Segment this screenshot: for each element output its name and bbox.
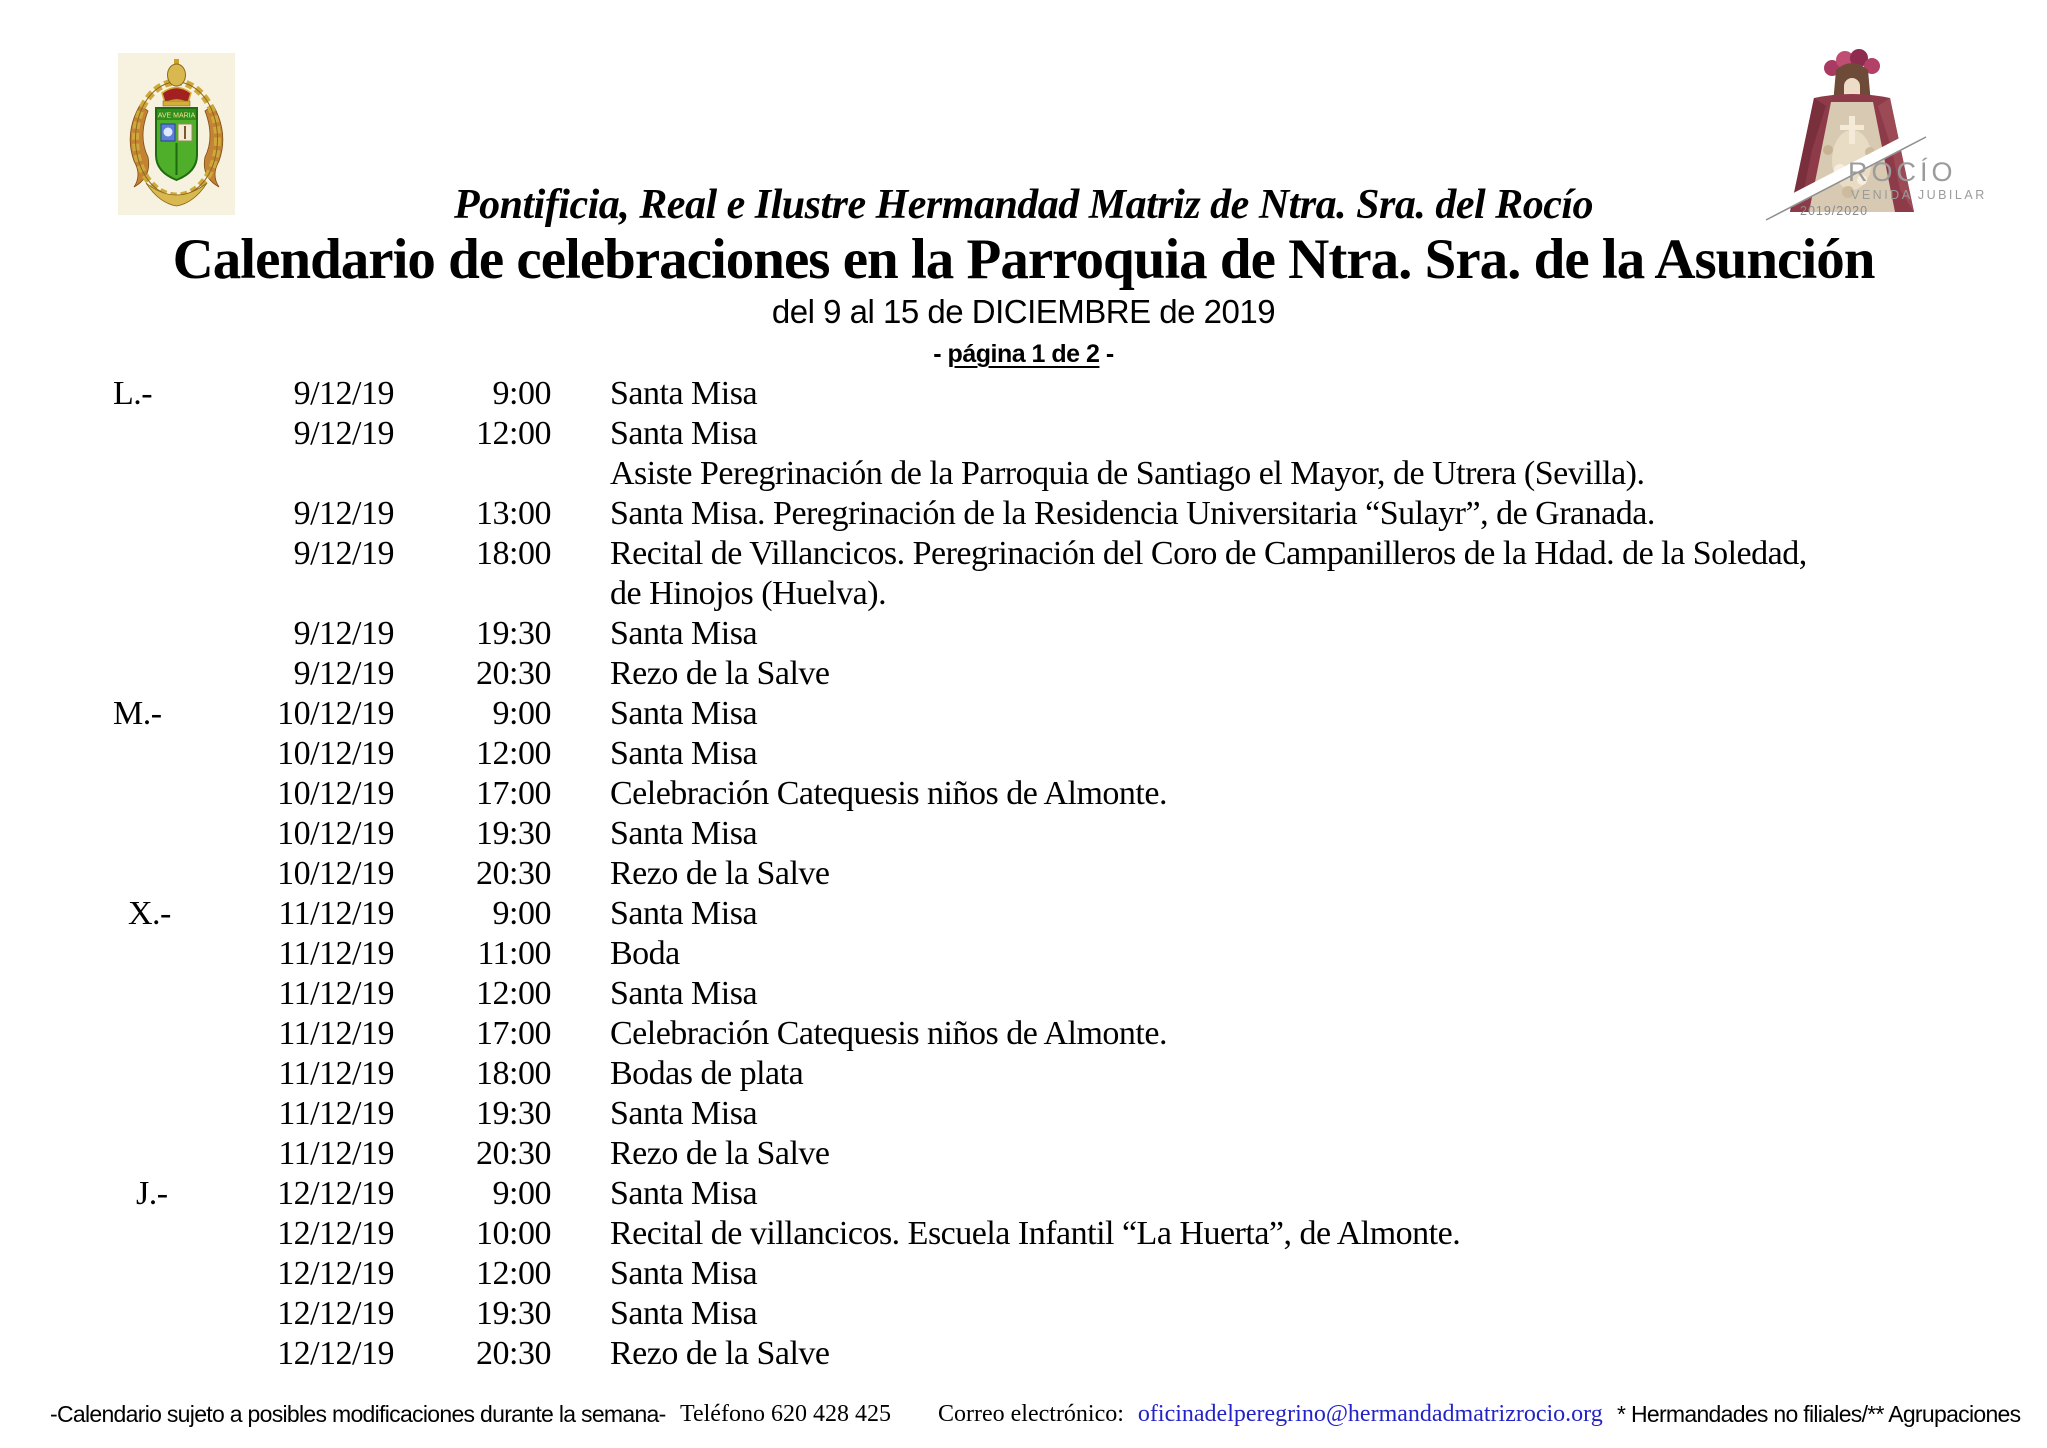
table-row — [0, 374, 2047, 414]
table-row — [0, 414, 2047, 454]
date-cell: 11/12/19 — [278, 1095, 394, 1132]
rocio-wordmark: ROCÍO — [1848, 157, 1957, 187]
table-row — [0, 1094, 2047, 1134]
header — [0, 0, 2047, 374]
date-cell: 11/12/19 — [278, 1015, 394, 1052]
time-cell: 20:30 — [476, 655, 551, 692]
table-row — [0, 534, 2047, 574]
crest-crown — [162, 88, 191, 104]
time-cell: 20:30 — [476, 855, 551, 892]
page-indicator — [0, 334, 2047, 374]
table-row — [0, 1294, 2047, 1334]
date-cell: 12/12/19 — [277, 1255, 394, 1292]
footer-note: -Calendario sujeto a posibles modificaciones durante la semana- — [50, 1401, 666, 1427]
table-row — [0, 774, 2047, 814]
time-cell: 20:30 — [476, 1335, 551, 1372]
day-cell: M.- — [113, 695, 162, 732]
day-cell — [0, 414, 200, 454]
table-row — [0, 694, 2047, 734]
day-cell — [0, 574, 200, 614]
date-cell: 10/12/19 — [277, 775, 394, 812]
time-cell: 19:30 — [476, 615, 551, 652]
event-cell: Santa Misa — [610, 895, 758, 932]
footer-email-link[interactable]: oficinadelperegrino@hermandadmatrizrocio.org — [1137, 1401, 1603, 1427]
page-title: Calendario de celebraciones en la Parroquia de Ntra. Sra. de la Asunción — [172, 228, 1875, 291]
time-cell: 13:00 — [476, 495, 551, 532]
date-cell: 12/12/19 — [277, 1295, 394, 1332]
day-cell — [0, 654, 200, 694]
organization-line: Pontificia, Real e Ilustre Hermandad Matriz de Ntra. Sra. del Rocío — [453, 182, 1594, 228]
event-cell: de Hinojos (Huelva). — [610, 575, 887, 612]
time-cell: 9:00 — [492, 895, 551, 932]
schedule-table — [0, 374, 2047, 1374]
date-cell — [200, 454, 394, 494]
day-cell — [0, 614, 200, 654]
date-cell: 11/12/19 — [278, 975, 394, 1012]
table-row — [0, 1014, 2047, 1054]
event-cell: Rezo de la Salve — [610, 1135, 830, 1172]
table-row — [0, 934, 2047, 974]
event-cell: Santa Misa — [610, 735, 758, 772]
table-row — [0, 1054, 2047, 1094]
table-row — [0, 614, 2047, 654]
hermandad-crest-logo — [118, 53, 235, 215]
time-cell: 12:00 — [476, 415, 551, 452]
event-cell: Rezo de la Salve — [610, 855, 830, 892]
date-cell: 12/12/19 — [277, 1335, 394, 1372]
day-cell — [0, 854, 200, 894]
rocio-years: 2019/2020 — [1800, 204, 1869, 218]
event-cell: Recital de Villancicos. Peregrinación del Coro de Campanilleros de la Hdad. de la Soledad, — [610, 535, 1807, 572]
date-cell: 11/12/19 — [278, 935, 394, 972]
date-cell: 12/12/19 — [277, 1215, 394, 1252]
date-cell: 11/12/19 — [278, 1135, 394, 1172]
time-cell — [394, 454, 551, 494]
footer-email — [938, 1396, 1603, 1432]
day-cell — [0, 1294, 200, 1334]
day-cell: J.- — [136, 1175, 168, 1212]
date-cell — [200, 574, 394, 614]
day-cell: X.- — [128, 895, 171, 932]
table-row — [0, 1214, 2047, 1254]
time-cell: 11:00 — [477, 935, 551, 972]
time-cell: 17:00 — [476, 1015, 551, 1052]
time-cell — [394, 574, 551, 614]
date-cell: 11/12/19 — [278, 895, 394, 932]
table-row — [0, 894, 2047, 934]
time-cell: 12:00 — [476, 1255, 551, 1292]
time-cell: 18:00 — [476, 535, 551, 572]
time-cell: 12:00 — [476, 735, 551, 772]
event-cell: Santa Misa — [610, 375, 758, 412]
time-cell: 17:00 — [476, 775, 551, 812]
event-cell: Boda — [610, 935, 680, 972]
date-cell: 10/12/19 — [277, 815, 394, 852]
day-cell — [0, 1334, 200, 1374]
table-row — [0, 654, 2047, 694]
footer-legend: * Hermandades no filiales/** Agrupaciones — [1617, 1401, 2021, 1427]
footer — [0, 1396, 2047, 1436]
date-cell: 10/12/19 — [277, 695, 394, 732]
footer-email-label: Correo electrónico: — [938, 1401, 1124, 1427]
event-cell: Santa Misa — [610, 815, 758, 852]
date-cell: 9/12/19 — [293, 535, 394, 572]
day-cell — [0, 534, 200, 574]
event-cell: Santa Misa. Peregrinación de la Residencia Universitaria “Sulayr”, de Granada. — [610, 495, 1655, 532]
date-range: del 9 al 15 de DICIEMBRE de 2019 — [771, 293, 1276, 330]
time-cell: 9:00 — [492, 695, 551, 732]
day-cell — [0, 1014, 200, 1054]
table-row — [0, 1334, 2047, 1374]
day-cell — [0, 454, 200, 494]
event-cell: Celebración Catequesis niños de Almonte. — [610, 1015, 1167, 1052]
time-cell: 12:00 — [476, 975, 551, 1012]
day-cell — [0, 1214, 200, 1254]
event-cell: Santa Misa — [610, 1295, 758, 1332]
event-cell: Santa Misa — [610, 1255, 758, 1292]
crest-tiara — [168, 64, 186, 86]
date-cell: 9/12/19 — [293, 615, 394, 652]
event-cell: Santa Misa — [610, 975, 758, 1012]
day-cell — [0, 774, 200, 814]
day-cell — [0, 1054, 200, 1094]
event-cell: Santa Misa — [610, 415, 758, 452]
event-cell: Santa Misa — [610, 695, 758, 732]
time-cell: 10:00 — [476, 1215, 551, 1252]
day-cell — [0, 734, 200, 774]
table-row — [0, 1254, 2047, 1294]
event-cell: Santa Misa — [610, 1095, 758, 1132]
page-indicator-prefix: - — [933, 340, 948, 368]
time-cell: 20:30 — [476, 1135, 551, 1172]
event-cell: Bodas de plata — [610, 1055, 804, 1092]
event-cell: Rezo de la Salve — [610, 1335, 830, 1372]
rocio-subtitle: VENIDA JUBILAR — [1851, 188, 1987, 202]
page-indicator-suffix: - — [1099, 340, 1114, 368]
event-cell: Recital de villancicos. Escuela Infantil “La Huerta”, de Almonte. — [610, 1215, 1461, 1252]
table-row — [0, 454, 2047, 494]
day-cell — [0, 814, 200, 854]
table-row — [0, 1174, 2047, 1214]
date-cell: 10/12/19 — [277, 855, 394, 892]
day-cell — [0, 974, 200, 1014]
event-cell: Asiste Peregrinación de la Parroquia de Santiago el Mayor, de Utrera (Sevilla). — [610, 455, 1645, 492]
table-row — [0, 494, 2047, 534]
day-cell — [0, 494, 200, 534]
date-cell: 10/12/19 — [277, 735, 394, 772]
date-cell: 9/12/19 — [293, 415, 394, 452]
time-cell: 19:30 — [476, 815, 551, 852]
event-cell: Celebración Catequesis niños de Almonte. — [610, 775, 1167, 812]
date-cell: 12/12/19 — [277, 1175, 394, 1212]
event-cell: Santa Misa — [610, 1175, 758, 1212]
time-cell: 19:30 — [476, 1295, 551, 1332]
table-row — [0, 814, 2047, 854]
day-cell — [0, 1134, 200, 1174]
date-cell: 9/12/19 — [293, 495, 394, 532]
time-cell: 18:00 — [476, 1055, 551, 1092]
time-cell: 19:30 — [476, 1095, 551, 1132]
table-row — [0, 974, 2047, 1014]
table-row — [0, 574, 2047, 614]
crest-motto: AVE MARIA — [157, 112, 196, 120]
rocio-venida-jubilar-logo — [1752, 40, 2000, 225]
day-cell — [0, 934, 200, 974]
page-indicator-label: página 1 de 2 — [947, 340, 1100, 368]
day-cell: L.- — [113, 375, 153, 412]
footer-phone: Teléfono 620 428 425 — [680, 1401, 891, 1427]
time-cell: 9:00 — [492, 375, 551, 412]
date-cell: 9/12/19 — [293, 375, 394, 412]
time-cell: 9:00 — [492, 1175, 551, 1212]
table-row — [0, 854, 2047, 894]
event-cell: Santa Misa — [610, 615, 758, 652]
day-cell — [0, 1254, 200, 1294]
table-row — [0, 734, 2047, 774]
date-cell: 9/12/19 — [293, 655, 394, 692]
table-row — [0, 1134, 2047, 1174]
event-cell: Rezo de la Salve — [610, 655, 830, 692]
day-cell — [0, 1094, 200, 1134]
date-cell: 11/12/19 — [278, 1055, 394, 1092]
